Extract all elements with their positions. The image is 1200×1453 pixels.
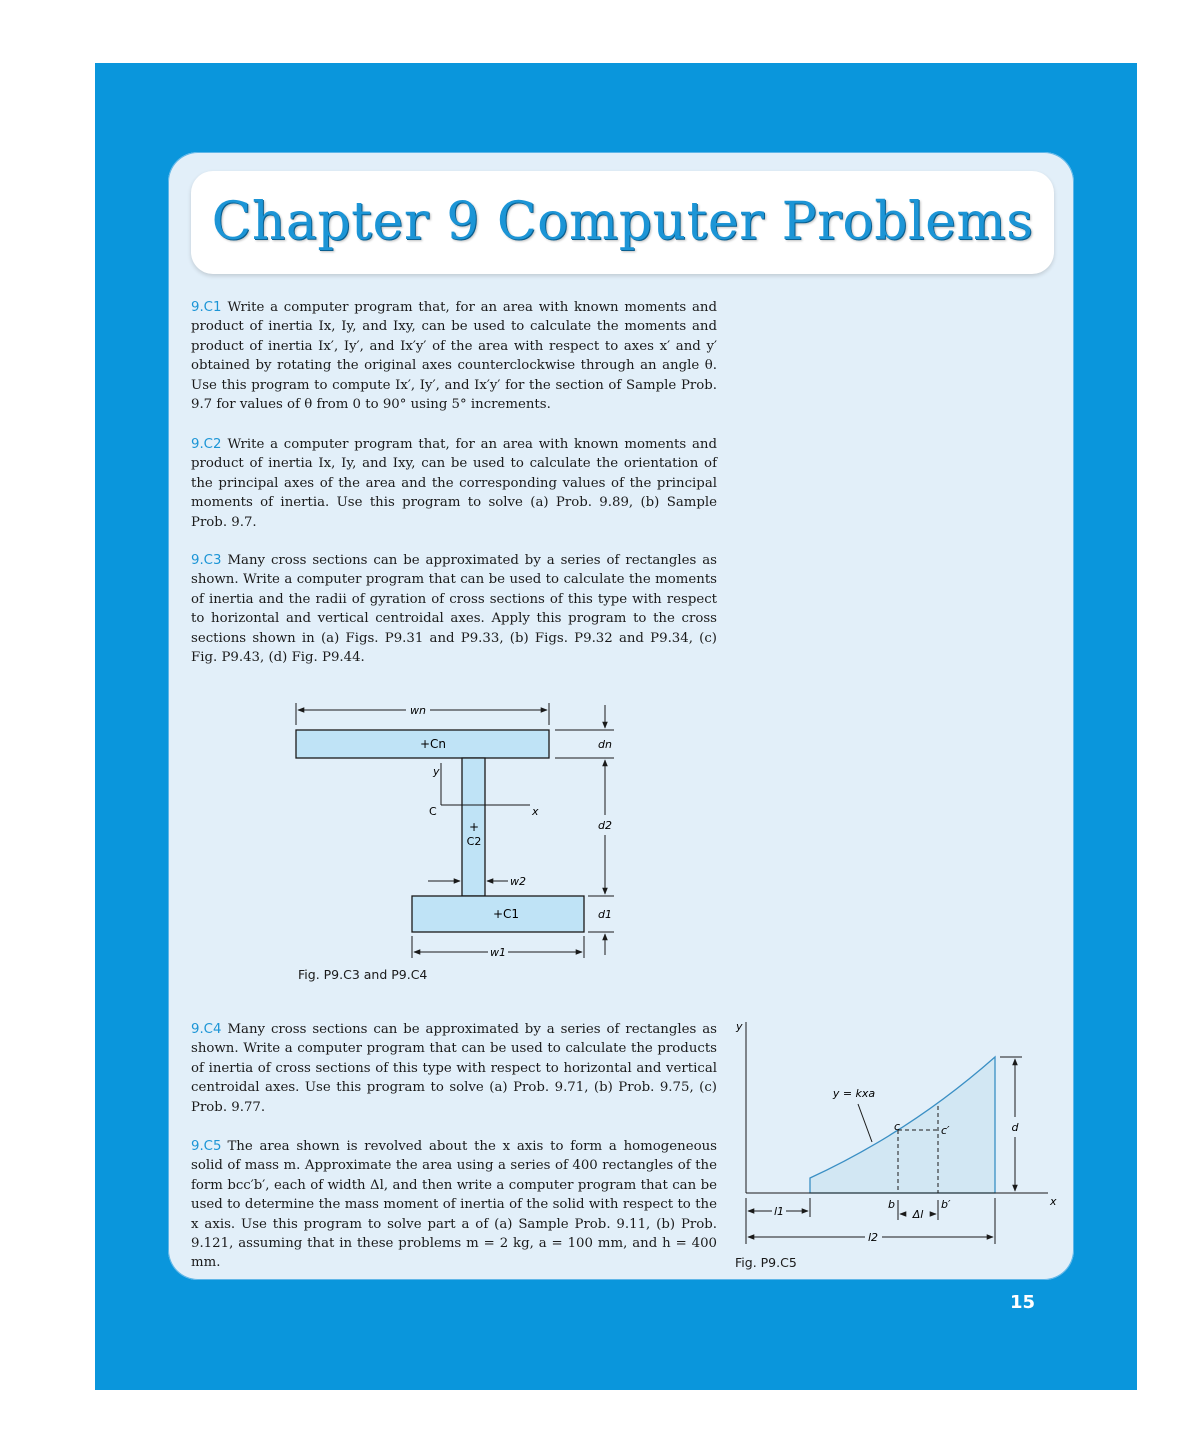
label-dn: dn [598,738,612,751]
problem-text: Many cross sections can be approximated by a series of rectangles as shown. Write a computer program that can be used to calculate the moments of inertia and the radii of gyration of cross sections of this type with respect to horizontal and vertical centroidal axes. Apply this program to the cross sections shown in (a) Figs. P9.31 and P9.33, (b) Figs. P9.32 and P9.34, (c) Fig. P9.43, (d) Fig. P9.44. [191,553,717,666]
label-w1: w1 [490,946,506,959]
problem-9c1 [191,298,717,414]
problem-9c2 [191,435,717,532]
label-c2: C2 [466,835,482,848]
label-curve: y = kxa [832,1087,876,1100]
problem-9c5 [191,1137,717,1273]
shaded-area [810,1057,995,1193]
label-b: b [888,1198,895,1211]
label-l2: l2 [867,1231,879,1244]
label-delta-l: Δl [912,1208,924,1221]
figure-p9c5 [730,1012,1070,1257]
label-w2: w2 [510,875,526,888]
label-c-prime: c′ [941,1124,950,1137]
label-y: y [433,765,440,778]
label-cn: +Cn [419,737,447,751]
page-title: Chapter 9 Computer Problems [211,192,1034,252]
problem-number: 9.C1 [191,300,222,315]
label-d: d [1011,1121,1019,1134]
label-d2: d2 [598,819,612,832]
label-plus: + [468,820,480,834]
problem-number: 9.C3 [191,553,222,568]
label-y-axis: y [736,1020,743,1033]
problem-9c4 [191,1020,717,1117]
label-b-prime: b′ [941,1198,951,1211]
figure-caption-c3: Fig. P9.C3 and P9.C4 [298,967,428,982]
problem-text: The area shown is revolved about the x axis to form a homogeneous solid of mass m. Approximate the area using a series of 400 rectangles of the form bcc′b′, each of width Δl, and then write a computer program that can be used to determine the mass moment of inertia of the solid with respect to the x axis. Use this program to solve part a of (a) Sample Prob. 9.11, (b) Prob. 9.121, assuming that in these problems m = 2 kg, a = 100 mm, and h = 400 mm. [191,1139,717,1271]
label-x-axis: x [1050,1195,1057,1208]
label-c1: +C1 [492,907,520,921]
problem-number: 9.C5 [191,1139,222,1154]
label-c-point: c [894,1120,901,1133]
problem-9c3 [191,551,717,667]
figure-caption-c5: Fig. P9.C5 [735,1255,797,1270]
figure-p9c3 [280,695,630,970]
label-l1: l1 [773,1205,785,1218]
problem-text: Write a computer program that, for an area with known moments and product of inertia Ix, Iy, and Ixy, can be used to calculate the orientation of the principal axes of the area and the corresponding values of the principal moments of inertia. Use this program to solve (a) Prob. 9.89, (b) Sample Prob. 9.7. [191,437,717,530]
page-number: 15 [1010,1292,1036,1313]
problem-number: 9.C2 [191,437,222,452]
problem-number: 9.C4 [191,1022,222,1037]
label-d1: d1 [598,908,612,921]
label-x: x [532,805,539,818]
label-wn: wn [410,704,426,717]
problem-text: Many cross sections can be approximated by a series of rectangles as shown. Write a computer program that can be used to calculate the products of inertia of cross sections of this type with respect to horizontal and vertical centroidal axes. Use this program to solve (a) Prob. 9.71, (b) Prob. 9.75, (c) Prob. 9.77. [191,1022,717,1115]
problem-text: Write a computer program that, for an area with known moments and product of inertia Ix, Iy, and Ixy, can be used to calculate the moments and product of inertia Ix′, Iy′, and Ix′y′ of the area with respect to axes x′ and y′ obtained by rotating the original axes counterclockwise through an angle θ. Use this program to compute Ix′, Iy′, and Ix′y′ for the section of Sample Prob. 9.7 for values of θ from 0 to 90° using 5° increments. [191,300,717,413]
label-c: C [429,805,437,818]
